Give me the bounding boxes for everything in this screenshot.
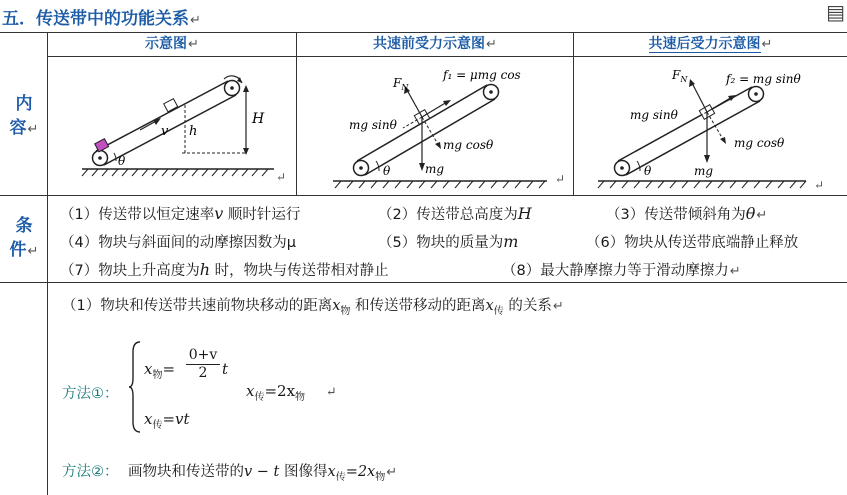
method-1-equation-2: $x_传=vt$: [144, 410, 190, 431]
mg-sin-label: mg sinθ: [349, 118, 397, 132]
angle-theta-label: θ: [644, 164, 652, 178]
header-after-sync: 共速后受力示意图↵: [648, 36, 773, 52]
condition-6: （6）物块从传送带底端静止释放: [586, 235, 799, 251]
angle-theta-label: θ: [383, 164, 391, 178]
method-1-label: 方法①：: [62, 386, 119, 402]
height-H-label: H: [252, 111, 265, 127]
mg-sin-label: mg sinθ: [630, 108, 678, 122]
header-before-sync: 共速前受力示意图↵: [373, 36, 497, 52]
force-diagram-after-sync: [574, 57, 847, 195]
height-h-label: h: [189, 124, 198, 139]
condition-8: （8）最大静摩擦力等于滑动摩擦力↵: [502, 263, 741, 279]
method-1-fraction: 0+v 2: [186, 347, 220, 381]
method-1-time: t: [222, 360, 229, 378]
condition-5: （5）物块的质量为m: [378, 232, 519, 251]
force-diagram-before-sync: [297, 57, 573, 195]
return-mark: ↵: [814, 178, 825, 192]
mg-cos-label: mg cosθ: [734, 136, 785, 150]
friction-f1-label: f₁ = μmg cos: [443, 68, 521, 82]
condition-1: （1）传送带以恒定速率v 顺时针运行: [60, 204, 301, 223]
row-label-content: 内 容↵: [9, 94, 39, 138]
method-1-equation-1: $x_物=$: [144, 360, 176, 381]
normal-force-label: $F_N$: [672, 68, 688, 84]
condition-row-divider: [0, 282, 847, 283]
return-mark: ↵: [555, 172, 566, 186]
row-label-conditions: 条 件↵: [9, 216, 39, 260]
section-title: 五．传送带中的功能关系↵: [2, 9, 201, 29]
velocity-label: v: [161, 124, 169, 139]
content-row-divider: [0, 195, 847, 196]
gravity-mg-label: mg: [694, 164, 714, 178]
condition-7: （7）物块上升高度为h 时，物块与传送带相对静止: [60, 260, 389, 279]
clipboard-icon[interactable]: ▤: [826, 0, 845, 24]
friction-f2-label: f₂ = mg sinθ: [726, 72, 801, 86]
method-1-brace: [128, 340, 142, 434]
normal-force-label: $F_N$: [393, 76, 409, 92]
return-mark: ↵: [276, 170, 287, 184]
mg-cos-label: mg cosθ: [443, 138, 494, 152]
method-2-text: 画物块和传送带的v − t 图像得$x_传=2x_物↵$: [128, 464, 398, 483]
method-2-label: 方法②：: [62, 464, 119, 480]
question-1: （1）物块和传送带共速前物块移动的距离$x_物$ 和传送带移动的距离$x_传$ 的关系↵: [62, 298, 564, 317]
method-1-result: $x_传=2x_物$ ↵: [246, 382, 337, 403]
angle-theta-label: θ: [118, 154, 126, 168]
condition-4: （4）物块与斜面间的动摩擦因数为μ: [60, 235, 296, 251]
header-schematic: 示意图↵: [145, 36, 199, 52]
gravity-mg-label: mg: [425, 162, 445, 176]
condition-3: （3）传送带倾斜角为θ↵: [606, 204, 768, 223]
condition-2: （2）传送带总高度为H: [378, 204, 532, 223]
conveyor-schematic-diagram: [48, 57, 296, 195]
